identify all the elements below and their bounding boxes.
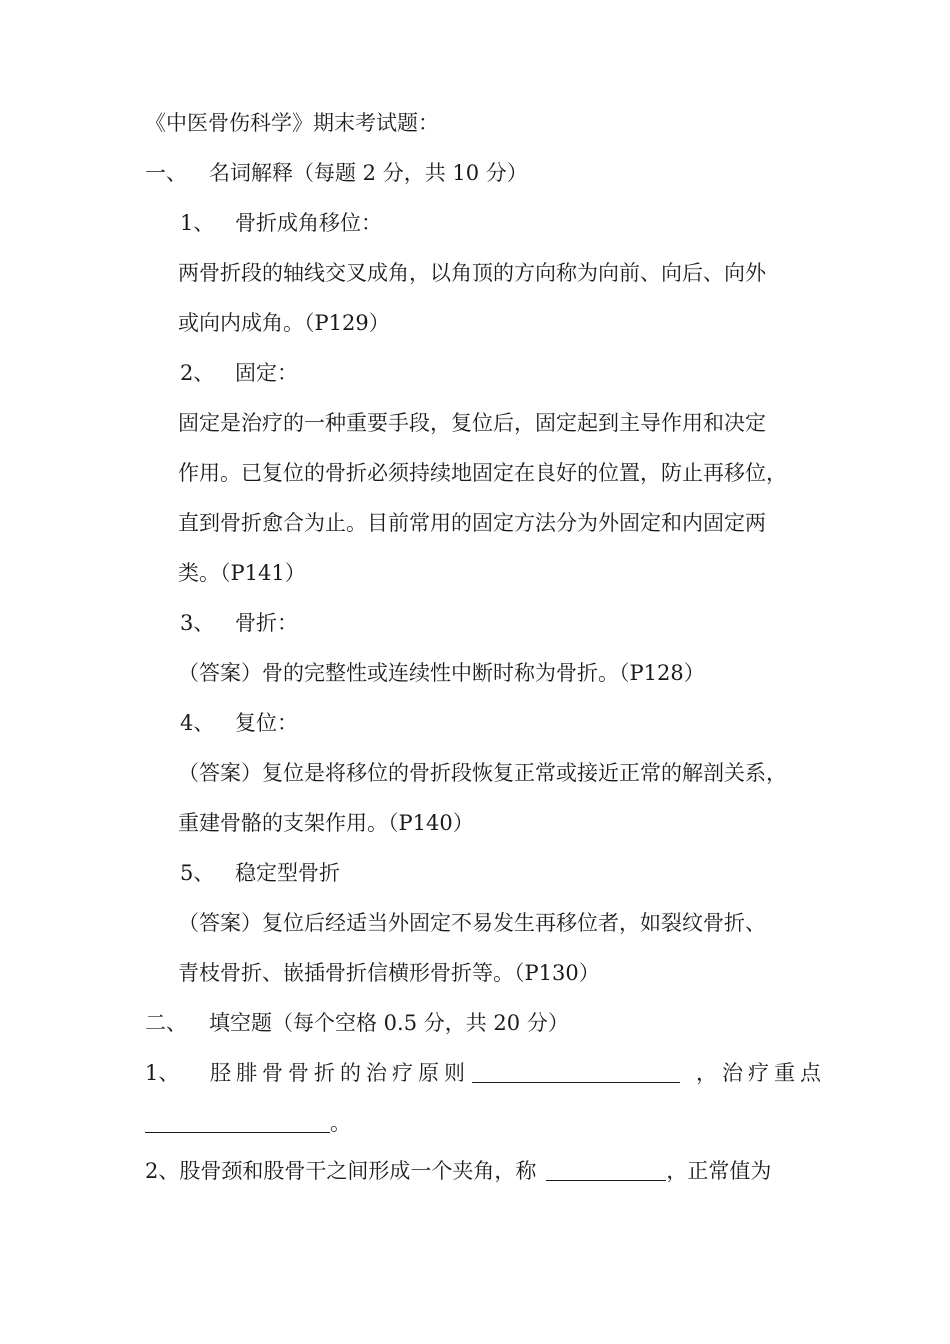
term-1-label: 骨折成角移位： [235,211,382,235]
term-2-definition-line: 类。（P141） [178,561,306,585]
term-5-heading [180,860,340,886]
term-2-definition-line: 作用。已复位的骨折必须持续地固定在良好的位置，防止再移位， [178,461,787,485]
term-2-label: 固定： [235,361,298,385]
question-1-text-continued: ，治疗重点 [696,1061,826,1085]
term-2-heading [180,360,298,386]
question-1-end-punctuation: 。 [330,1111,351,1135]
section-2-heading [145,1010,569,1036]
term-4-label: 复位： [235,711,298,735]
term-3-definition-line: （答案）骨的完整性或连续性中断时称为骨折。（P128） [178,661,705,685]
question-2-text: 2、股骨颈和股骨干之间形成一个夹角，称 [145,1159,537,1183]
term-4-heading [180,710,298,736]
answer-blank[interactable] [472,1062,680,1083]
exam-title: 《中医骨伤科学》期末考试题： [145,111,439,135]
fill-question-1-continuation [145,1110,351,1136]
section-1-number: 一、 [145,161,187,185]
term-2-number: 2、 [180,361,215,385]
section-1-title: 名词解释（每题 2 分，共 10 分） [209,161,528,185]
term-4-number: 4、 [180,711,215,735]
fill-question-2 [145,1158,771,1184]
term-1-definition-line: 两骨折段的轴线交叉成角，以角顶的方向称为向前、向后、向外 [178,261,766,285]
term-3-heading [180,610,298,636]
section-1-heading [145,160,528,186]
term-3-number: 3、 [180,611,215,635]
term-1-number: 1、 [180,211,215,235]
term-5-definition-line: 青枝骨折、嵌插骨折信横形骨折等。（P130） [178,961,600,985]
section-2-title: 填空题（每个空格 0.5 分，共 20 分） [209,1011,569,1035]
term-4-definition-line: （答案）复位是将移位的骨折段恢复正常或接近正常的解剖关系， [178,761,787,785]
term-5-definition-line: （答案）复位后经适当外固定不易发生再移位者，如裂纹骨折、 [178,911,766,935]
term-1-heading [180,210,382,236]
answer-blank[interactable] [546,1160,666,1181]
section-2-number: 二、 [145,1011,187,1035]
term-2-definition-line: 固定是治疗的一种重要手段，复位后，固定起到主导作用和决定 [178,411,766,435]
question-2-text-continued: ，正常值为 [666,1159,772,1183]
fill-question-1 [145,1060,826,1086]
term-5-number: 5、 [180,861,215,885]
question-1-text: 胫腓骨骨折的治疗原则 [210,1061,470,1085]
term-5-label: 稳定型骨折 [235,861,340,885]
term-1-definition-line: 或向内成角。（P129） [178,311,390,335]
answer-blank[interactable] [145,1112,330,1133]
term-4-definition-line: 重建骨骼的支架作用。（P140） [178,811,474,835]
term-3-label: 骨折： [235,611,298,635]
term-2-definition-line: 直到骨折愈合为止。目前常用的固定方法分为外固定和内固定两 [178,511,766,535]
question-1-number: 1、 [145,1061,180,1085]
